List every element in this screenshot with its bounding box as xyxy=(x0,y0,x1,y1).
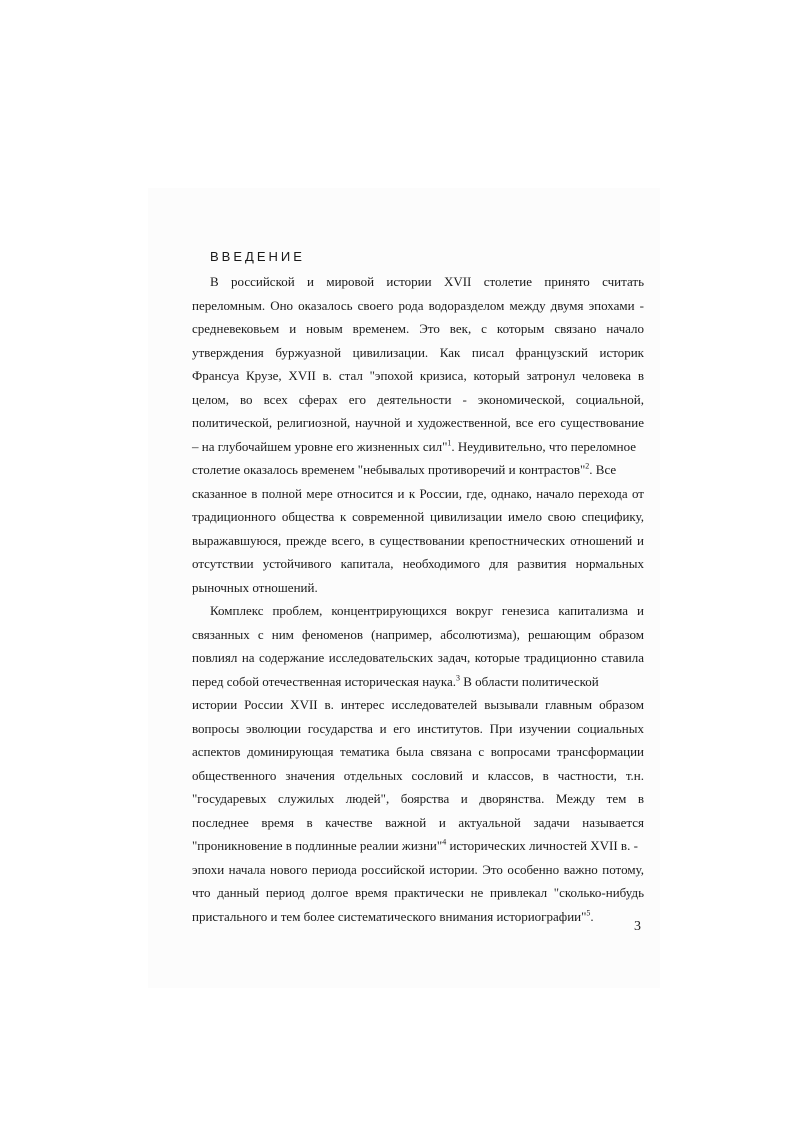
text-segment: . Все xyxy=(589,462,617,477)
text-segment: "проникновение в подлинные реалии жизни" xyxy=(192,838,443,853)
text-line xyxy=(192,834,644,858)
footnote-ref: 4 xyxy=(442,837,447,847)
text-line: эпохи начала нового периода российской истории. Это особенно важно потому, xyxy=(192,861,644,877)
text-line: вопросы эволюции государства и его институтов. При изучении социальных xyxy=(192,720,644,736)
text-segment: . xyxy=(590,908,594,924)
body-text xyxy=(192,270,644,928)
text-segment: пристального и тем более систематического внимания историографии" xyxy=(192,908,587,924)
footnote-ref: 5 xyxy=(586,908,591,918)
text-line: традиционного общества к современной цивилизации имело свою специфику, xyxy=(192,509,644,524)
text-segment: исторических личностей XVII в. - xyxy=(446,838,638,853)
paragraph-2 xyxy=(192,599,644,928)
text-segment: . Неудивительно, что переломное xyxy=(451,438,637,454)
footnote-ref: 1 xyxy=(447,438,452,448)
text-line: общественного значения отдельных сословий и классов, в частности, т.н. xyxy=(192,767,644,783)
page-number: 3 xyxy=(634,919,641,934)
section-heading: ВВЕДЕНИЕ xyxy=(210,249,305,264)
text-line: целом, во всех сферах его деятельности - экономической, социальной, xyxy=(192,391,644,407)
text-line xyxy=(192,905,644,929)
text-line: повлиял на содержание исследовательских задач, которые традиционно ставила xyxy=(192,650,644,665)
text-segment: столетие оказалось временем "небывалых противоречий и контрастов" xyxy=(192,462,586,477)
text-line: "государевых служилых людей", боярства и дворянства. Между тем в xyxy=(192,791,644,806)
text-line: выражавшуюся, прежде всего, в существовании крепостнических отношений и xyxy=(192,532,644,548)
text-line: политической, религиозной, научной и художественной, все его существование xyxy=(192,415,644,430)
text-line xyxy=(192,435,644,459)
text-line xyxy=(192,670,644,694)
text-segment: перед собой отечественная историческая наука. xyxy=(192,673,456,689)
text-line: Комплекс проблем, концентрирующихся вокруг генезиса капитализма и xyxy=(210,603,644,618)
text-segment: В области политической xyxy=(460,673,599,689)
text-line: сказанное в полной мере относится и к России, где, однако, начало перехода от xyxy=(192,485,644,501)
text-line: последнее время в качестве важной и актуальной задачи называется xyxy=(192,814,644,830)
text-line: рыночных отношений. xyxy=(192,579,318,595)
text-line: что данный период долгое время практически не привлекал "сколько-нибудь xyxy=(192,885,644,900)
footnote-ref: 2 xyxy=(585,461,590,471)
footnote-ref: 3 xyxy=(456,673,460,683)
text-line: истории России XVII в. интерес исследователей вызывали главным образом xyxy=(192,697,644,712)
text-line: аспектов доминирующая тематика была связана с вопросами трансформации xyxy=(192,744,644,759)
text-segment: – на глубочайшем уровне его жизненных сил" xyxy=(192,438,448,454)
text-line: отсутствии устойчивого капитала, необходимого для развития нормальных xyxy=(192,556,644,571)
text-line: переломным. Оно оказалось своего рода водоразделом между двумя эпохами - xyxy=(192,297,644,313)
paragraph-1 xyxy=(192,270,644,599)
text-line: В российской и мировой истории XVII столетие принято считать xyxy=(210,274,644,289)
text-line: Франсуа Крузе, XVII в. стал "эпохой кризиса, который затронул человека в xyxy=(192,368,644,383)
text-line: утверждения буржуазной цивилизации. Как писал французский историк xyxy=(192,344,644,360)
text-line: связанных с ним феноменов (например, абсолютизма), решающим образом xyxy=(192,626,644,642)
text-line: средневековьем и новым временем. Это век, с которым связано начало xyxy=(192,321,644,336)
text-line xyxy=(192,458,644,482)
